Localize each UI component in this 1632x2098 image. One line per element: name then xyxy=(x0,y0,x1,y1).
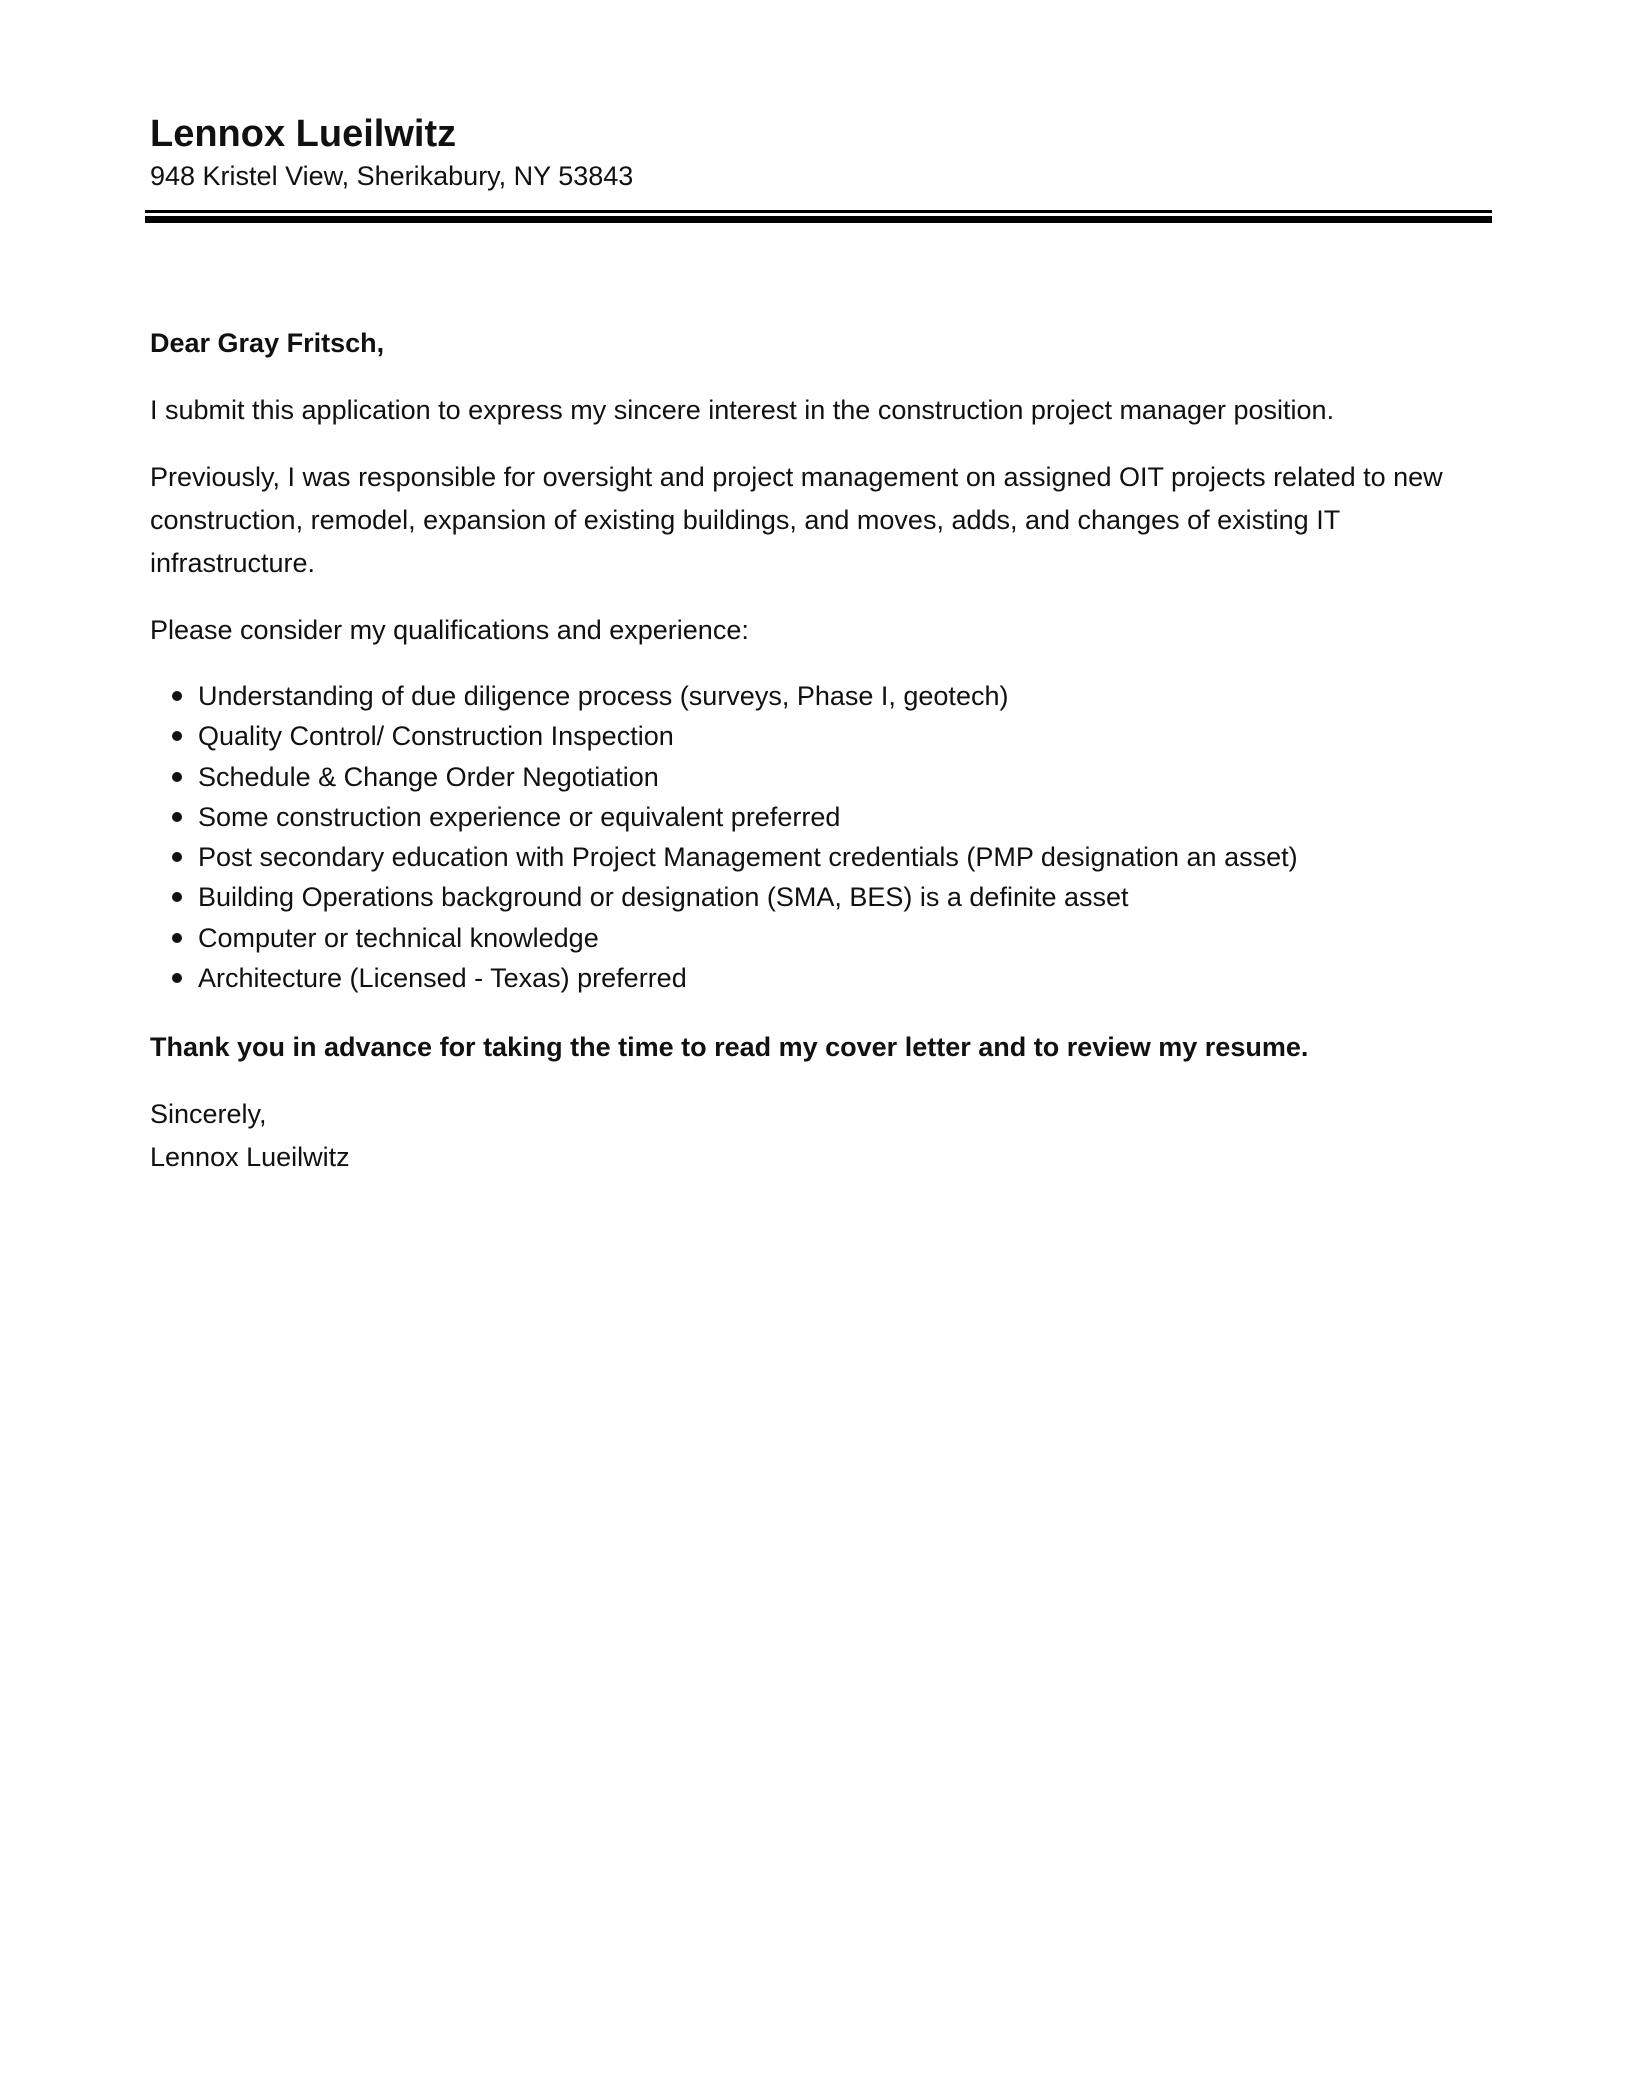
qualification-text: Post secondary education with Project Management credentials (PMP designation an asset) xyxy=(198,842,1298,873)
qualification-text: Quality Control/ Construction Inspection xyxy=(198,721,674,752)
sender-address: 948 Kristel View, Sherikabury, NY 53843 xyxy=(150,161,634,191)
list-item xyxy=(150,676,1490,716)
letter-body xyxy=(150,322,1490,1179)
bullet-icon xyxy=(172,973,182,983)
qualification-text: Building Operations background or designation (SMA, BES) is a definite asset xyxy=(198,882,1129,913)
qualifications-intro: Please consider my qualifications and experience: xyxy=(150,615,749,645)
bullet-icon xyxy=(172,812,182,822)
qualification-text: Some construction experience or equivalent preferred xyxy=(198,801,841,832)
signoff-block xyxy=(150,1093,1490,1179)
bullet-icon xyxy=(172,892,182,902)
bullet-icon xyxy=(172,933,182,943)
list-item xyxy=(150,918,1490,958)
header-divider xyxy=(145,210,1492,223)
letter-header xyxy=(150,110,1490,194)
qualifications-list xyxy=(150,676,1490,998)
bullet-icon xyxy=(172,691,182,701)
list-item xyxy=(150,757,1490,797)
list-item xyxy=(150,877,1490,917)
qualification-text: Architecture (Licensed - Texas) preferred xyxy=(198,963,687,994)
qualification-text: Computer or technical knowledge xyxy=(198,922,599,953)
divider-thin-line xyxy=(145,210,1492,213)
qualification-text: Understanding of due diligence process (surveys, Phase I, geotech) xyxy=(198,681,1009,711)
bullet-icon xyxy=(172,731,182,741)
bullet-icon xyxy=(172,852,182,862)
qualification-text: Schedule & Change Order Negotiation xyxy=(198,761,659,792)
intro-paragraph: I submit this application to express my sincere interest in the construction project manager position. xyxy=(150,395,1335,425)
list-item xyxy=(150,958,1490,998)
divider-thick-line xyxy=(145,216,1492,223)
salutation: Dear Gray Fritsch, xyxy=(150,328,385,358)
list-item xyxy=(150,837,1490,877)
bullet-icon xyxy=(172,772,182,782)
experience-paragraph: Previously, I was responsible for oversight and project management on assigned OIT projects related to new construction, remodel, expansion of existing buildings, and moves, adds, and changes of existing IT infrastructure. xyxy=(150,462,1443,578)
list-item xyxy=(150,716,1490,756)
list-item xyxy=(150,797,1490,837)
sender-name: Lennox Lueilwitz xyxy=(150,113,457,155)
signature-name: Lennox Lueilwitz xyxy=(150,1142,350,1173)
closing-phrase: Sincerely, xyxy=(150,1099,267,1130)
thank-you-paragraph: Thank you in advance for taking the time to read my cover letter and to review my resume. xyxy=(150,1032,1309,1063)
